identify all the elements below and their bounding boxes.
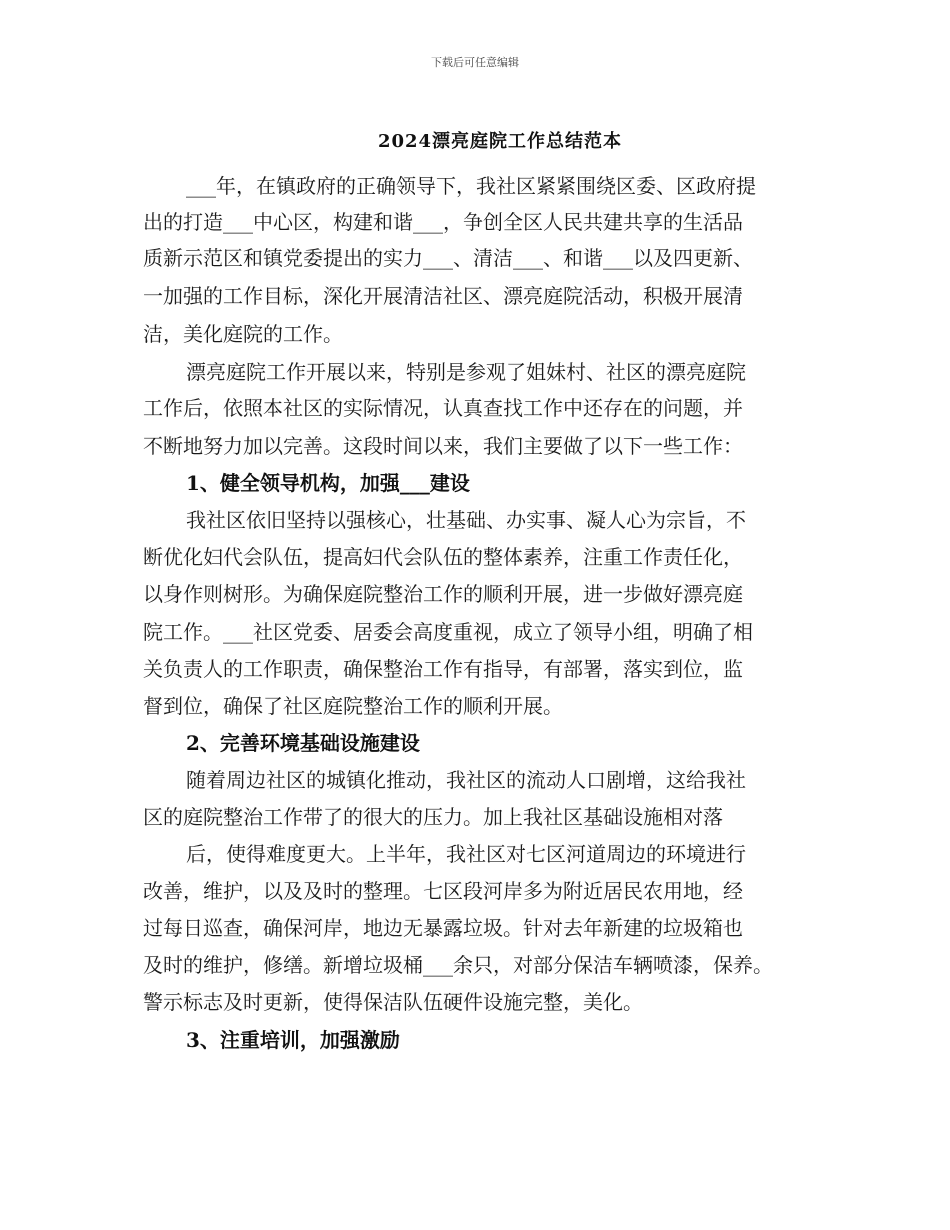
paragraph-line: 督到位，确保了社区庭院整治工作的顺利开展。 — [143, 694, 563, 718]
paragraph-line: 以身作则树形。为确保庭院整治工作的顺利开展，进一步做好漂亮庭 — [143, 582, 743, 606]
section-heading: 3、注重培训，加强激励 — [186, 1028, 400, 1052]
paragraph-line: 区的庭院整治工作带了的很大的压力。加上我社区基础设施相对落 — [143, 805, 723, 829]
paragraph-line: 及时的维护，修缮。新增垃圾桶___余只，对部分保洁车辆喷漆，保养。 — [143, 953, 773, 977]
paragraph-line: 我社区依旧坚持以强核心，壮基础、办实事、凝人心为宗旨，不 — [186, 508, 746, 532]
paragraph-line: 工作后，依照本社区的实际情况，认真查找工作中还存在的问题，并 — [143, 396, 743, 420]
paragraph-line: ___年，在镇政府的正确领导下，我社区紧紧围绕区委、区政府提 — [186, 174, 756, 198]
paragraph-line: 出的打造___中心区，构建和谐___，争创全区人民共建共享的生活品 — [143, 210, 743, 234]
paragraph-line: 随着周边社区的城镇化推动，我社区的流动人口剧增，这给我社 — [186, 768, 746, 792]
section-heading: 1、健全领导机构，加强___建设 — [186, 471, 470, 495]
paragraph-line: 不断地努力加以完善。这段时间以来，我们主要做了以下一些工作： — [143, 434, 743, 458]
paragraph-line: 关负责人的工作职责，确保整治工作有指导，有部署，落实到位，监 — [143, 657, 743, 681]
paragraph-line: 一加强的工作目标，深化开展清洁社区、漂亮庭院活动，积极开展清 — [143, 284, 743, 308]
paragraph-line: 漂亮庭院工作开展以来，特别是参观了姐妹村、社区的漂亮庭院 — [186, 360, 746, 384]
paragraph-line: 质新示范区和镇党委提出的实力___、清洁___、和谐___以及四更新、 — [143, 246, 753, 270]
paragraph-line: 警示标志及时更新，使得保洁队伍硬件设施完整，美化。 — [143, 990, 643, 1014]
paragraph-line: 改善，维护，以及及时的整理。七区段河岸多为附近居民农用地，经 — [143, 879, 743, 903]
document-title: 2024漂亮庭院工作总结范本 — [377, 131, 623, 152]
paragraph-line: 过每日巡查，确保河岸，地边无暴露垃圾。针对去年新建的垃圾箱也 — [143, 916, 743, 940]
header-note: 下载后可任意编辑 — [431, 56, 519, 69]
paragraph-line: 后，使得难度更大。上半年，我社区对七区河道周边的环境进行 — [186, 842, 746, 866]
paragraph-line: 洁，美化庭院的工作。 — [143, 322, 343, 346]
paragraph-line: 断优化妇代会队伍，提高妇代会队伍的整体素养，注重工作责任化， — [143, 545, 743, 569]
section-heading: 2、完善环境基础设施建设 — [186, 731, 420, 755]
paragraph-line: 院工作。___社区党委、居委会高度重视，成立了领导小组，明确了相 — [143, 620, 753, 644]
